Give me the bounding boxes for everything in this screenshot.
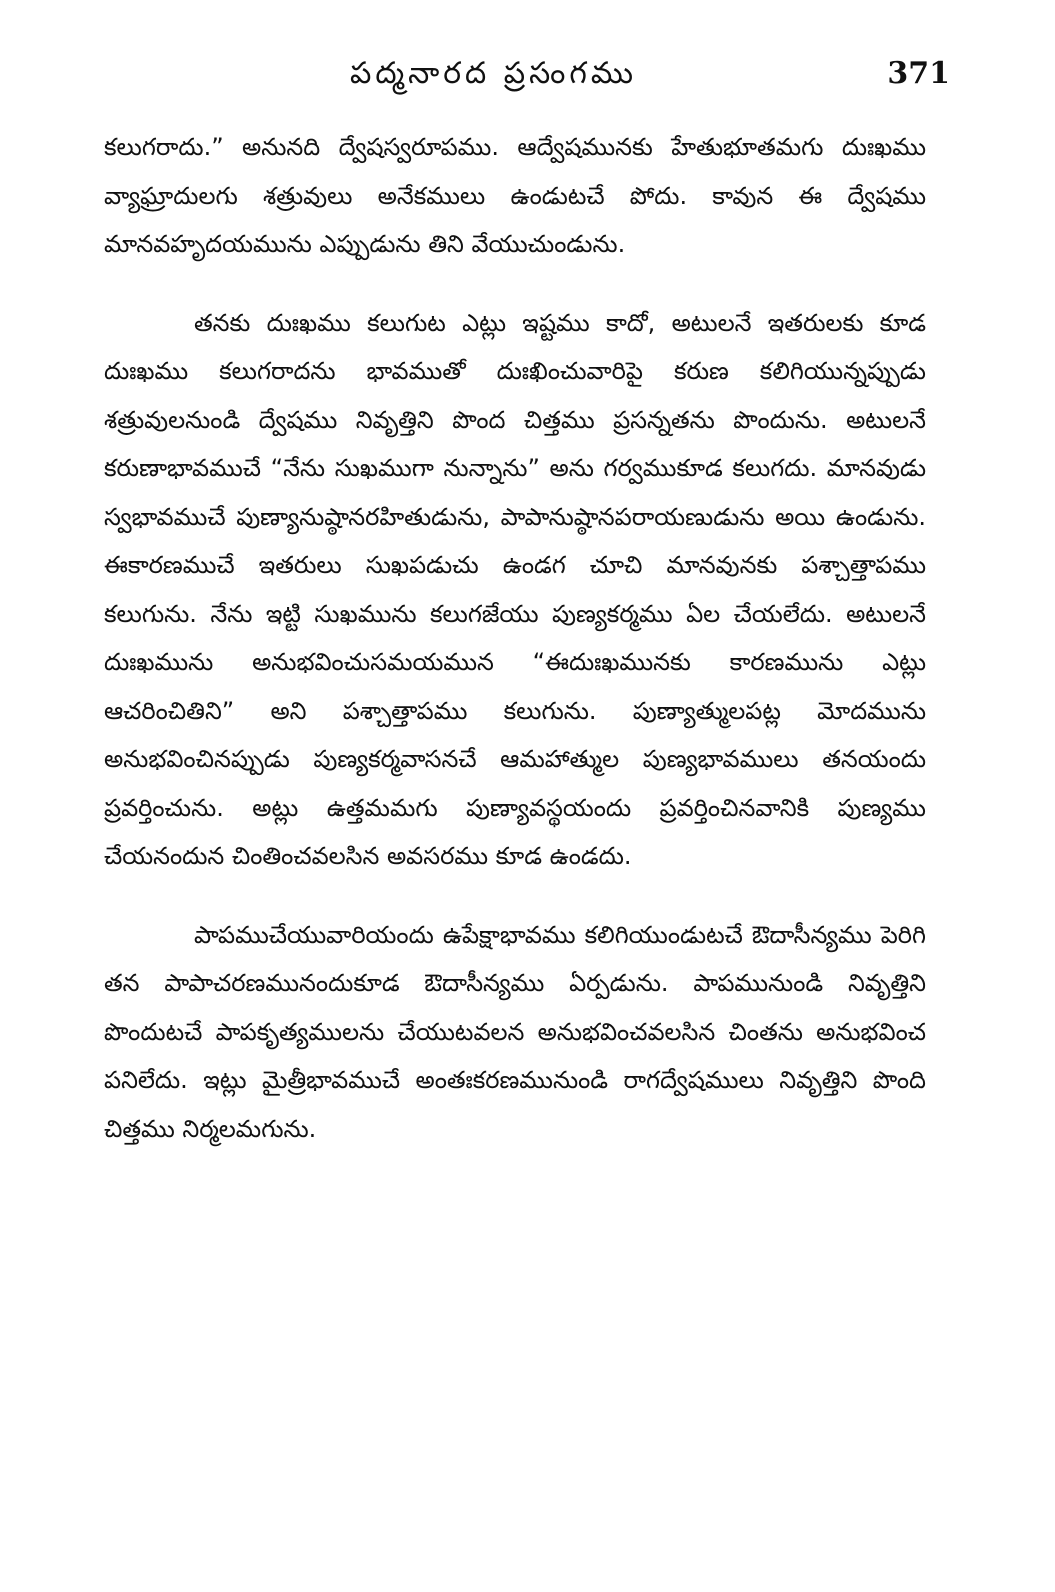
running-title: పద్మనారద ప్రసంగము [350, 56, 637, 91]
paragraph-3: పాపముచేయువారియందు ఉపేక్షాభావము కలిగియుండుటచే ఔదాసీన్యము పెరిగి తన పాపాచరణమునందుకూడ ఔదాసీన్యము ఏర్పడును. పాపమునుండి నివృత్తిని పొందుటచే పాపకృత్యములను చేయుటవలన అనుభవించవలసిన చింతను అనుభవించ పనిలేదు. ఇట్లు మైత్రీభావముచే అంతఃకరణమునుండి రాగద్వేషములు నివృత్తిని పొంది చిత్తము నిర్మలమగును. [104, 920, 926, 1143]
paragraph-2: తనకు దుఃఖము కలుగుట ఎట్లు ఇష్టము కాదో, అటులనే ఇతరులకు కూడ దుఃఖము కలుగరాదను భావముతో దుఃఖించువారిపై కరుణ కలిగియున్నప్పుడు శత్రువులనుండి ద్వేషము నివృత్తిని పొంద చిత్తము ప్రసన్నతను పొందును. అటులనే కరుణాభావముచే “నేను సుఖముగా నున్నాను” అను గర్వముకూడ కలుగదు. మానవుడు స్వభావముచే పుణ్యానుష్ఠానరహితుడును, పాపానుష్ఠానపరాయణుడును అయి ఉండును. ఈకారణముచే ఇతరులు సుఖపడుచు ఉండగ చూచి మానవునకు పశ్చాత్తాపము కలుగును. నేను ఇట్టి సుఖమును కలుగజేయు పుణ్యకర్మము ఏల చేయలేదు. అటులనే దుఃఖమును అనుభవించుసమయమున “ఈదుఃఖమునకు కారణమును ఎట్లు ఆచరించితిని” అని పశ్చాత్తాపము కలుగును. పుణ్యాత్ములపట్ల మోదమును అనుభవించినప్పుడు పుణ్యకర్మవాసనచే ఆమహాత్ముల పుణ్యభావములు తనయందు ప్రవర్తించును. అట్లు ఉత్తమమగు పుణ్యావస్థయందు ప్రవర్తించినవానికి పుణ్యము చేయనందున చింతించవలసిన అవసరము కూడ ఉండదు. [104, 308, 926, 870]
page-number: 371 [887, 56, 950, 91]
body-text [104, 123, 926, 1153]
paragraph-spacer [104, 269, 926, 299]
paragraph-spacer [104, 881, 926, 911]
paragraph-1: కలుగరాదు.” అనునది ద్వేషస్వరూపము. ఆద్వేషమునకు హేతుభూతమగు దుఃఖము వ్యాఘ్రాదులగు శత్రువులు అనేకములు ఉండుటచే పోదు. కావున ఈ ద్వేషము మానవహృదయమును ఎప్పుడును తిని వేయుచుండును. [104, 133, 926, 258]
page-header [100, 50, 950, 100]
